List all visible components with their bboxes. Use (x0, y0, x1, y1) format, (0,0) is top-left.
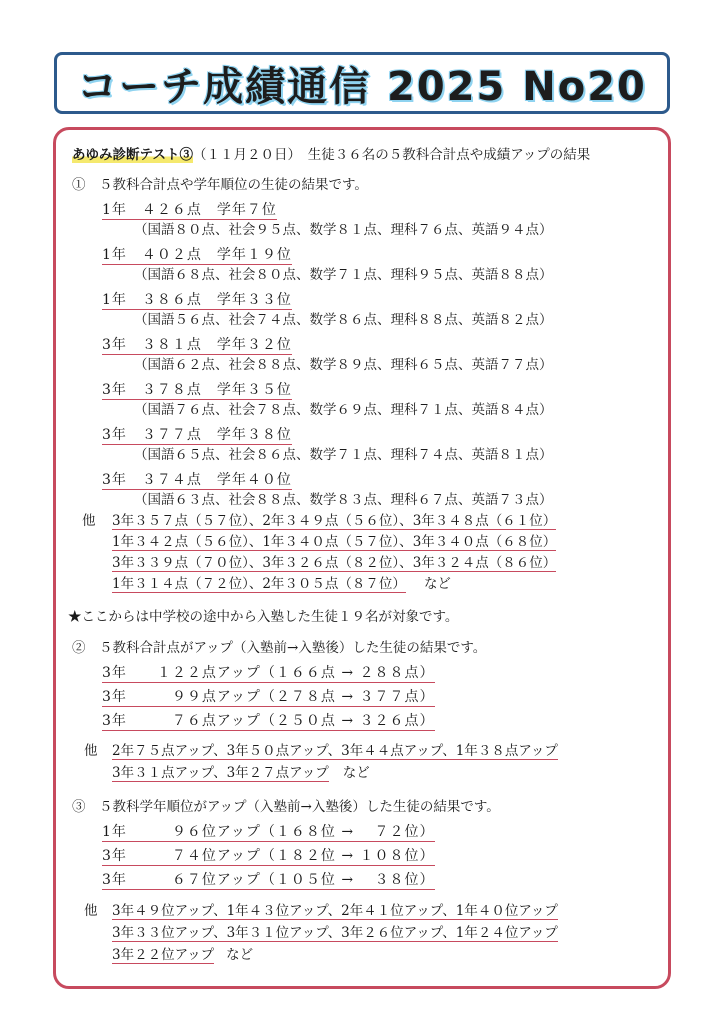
title-banner (54, 52, 670, 114)
student-detail: （国語８０点、社会９５点、数学８１点、理科７６点、英語９４点） (134, 222, 553, 238)
improvement-item: 3年 １２２点アップ（１６６点 → ２８８点） (102, 665, 435, 681)
improvement-item: 3年 ７４位アップ（１８２位 → １０８位） (102, 848, 435, 864)
other-entry: 2年３４９点（５６位）、 (262, 513, 413, 529)
other-entry: 1年３４０点（５７位）、 (262, 534, 413, 550)
others-row (112, 742, 558, 760)
other-entry: 2年４１位アップ、 (341, 903, 456, 919)
other-entry: 3年３４０点（６８位） (412, 534, 557, 550)
student-detail: （国語５６点、社会７４点、数学８６点、理科８８点、英語８２点） (134, 312, 553, 328)
other-entry: 3年３３９点（７０位）、 (112, 555, 263, 571)
other-entry: 3年２２位アップ (112, 947, 215, 963)
etc-text: など (226, 947, 254, 963)
test-name: あゆみ診断テスト③ (72, 147, 193, 163)
student-summary: 3年 ３７４点 学年４０位 (102, 472, 292, 488)
other-entry: 2年７５点アップ、 (112, 743, 227, 759)
student-summary: 1年 ４０２点 学年１９位 (102, 247, 292, 263)
note-text: ★ここからは中学校の途中から入塾した生徒１９名が対象です。 (68, 609, 459, 625)
improvement-item: 3年 ９９点アップ（２７８点 → ３７７点） (102, 689, 435, 705)
other-entry: 3年３２６点（８２位）、 (262, 555, 413, 571)
others-row (112, 764, 370, 782)
other-entry: 3年３２４点（８６位） (412, 555, 557, 571)
others-row (112, 575, 451, 593)
other-entry: 3年４４点アップ、 (341, 743, 456, 759)
others-row (112, 512, 556, 530)
improvement-item: 1年 ９６位アップ（１６８位 → ７２位） (102, 824, 435, 840)
section3-heading: ③ ５教科学年順位がアップ（入塾前→入塾後）した生徒の結果です。 (72, 799, 500, 815)
test-description: （１１月２０日） 生徒３６名の５教科合計点や成績アップの結果 (192, 147, 591, 163)
other-entry: 1年３１４点（７２位）、 (112, 576, 263, 592)
student-summary: 1年 ４２６点 学年７位 (102, 202, 277, 218)
others-row (112, 946, 253, 964)
other-entry: 1年４３位アップ、 (226, 903, 342, 919)
others-label: 他 (84, 743, 98, 759)
student-summary: 3年 ３７８点 学年３５位 (102, 382, 292, 398)
header-line (72, 146, 590, 164)
other-entry: 3年３３位アップ、 (112, 925, 227, 941)
page-title: コーチ成績通信 2025 No20 (77, 63, 647, 110)
others-row (112, 924, 558, 942)
student-detail: （国語６８点、社会８０点、数学７１点、理科９５点、英語８８点） (134, 267, 553, 283)
others-row (112, 554, 556, 572)
etc-text: など (342, 765, 370, 781)
student-detail: （国語６２点、社会８８点、数学８９点、理科６５点、英語７７点） (134, 357, 553, 373)
other-entry: 3年３１点アップ、 (112, 765, 227, 781)
other-entry: 3年５０点アップ、 (226, 743, 342, 759)
student-detail: （国語６５点、社会８６点、数学７１点、理科７４点、英語８１点） (134, 447, 553, 463)
section1-heading: ① ５教科合計点や学年順位の生徒の結果です。 (72, 177, 368, 193)
improvement-item: 3年 ６７位アップ（１０５位 → ３８位） (102, 872, 435, 888)
student-summary: 3年 ３８１点 学年３２位 (102, 337, 292, 353)
section2-heading: ② ５教科合計点がアップ（入塾前→入塾後）した生徒の結果です。 (72, 640, 487, 656)
other-entry: 3年２７点アップ (226, 765, 329, 781)
others-row (112, 902, 558, 920)
other-entry: 2年３０５点（８７位） (262, 576, 406, 592)
improvement-item: 3年 ７６点アップ（２５０点 → ３２６点） (102, 713, 435, 729)
other-entry: 3年３１位アップ、 (226, 925, 342, 941)
student-detail: （国語７６点、社会７８点、数学６９点、理科７１点、英語８４点） (134, 402, 553, 418)
student-summary: 3年 ３７７点 学年３８位 (102, 427, 292, 443)
others-row (112, 533, 556, 551)
other-entry: 3年３５７点（５７位）、 (112, 513, 263, 529)
student-detail: （国語６３点、社会８８点、数学８３点、理科６７点、英語７３点） (134, 492, 553, 508)
other-entry: 1年４０位アップ (455, 903, 558, 919)
other-entry: 1年２４位アップ (455, 925, 558, 941)
others-label: 他 (84, 903, 98, 919)
other-entry: 1年３４２点（５６位）、 (112, 534, 263, 550)
student-summary: 1年 ３８６点 学年３３位 (102, 292, 292, 308)
other-entry: 1年３８点アップ (455, 743, 558, 759)
other-entry: 3年３４８点（６１位） (412, 513, 557, 529)
other-entry: 3年４９位アップ、 (112, 903, 227, 919)
etc-text: など (423, 576, 451, 592)
other-entry: 3年２６位アップ、 (341, 925, 456, 941)
others-label: 他 (82, 513, 96, 529)
